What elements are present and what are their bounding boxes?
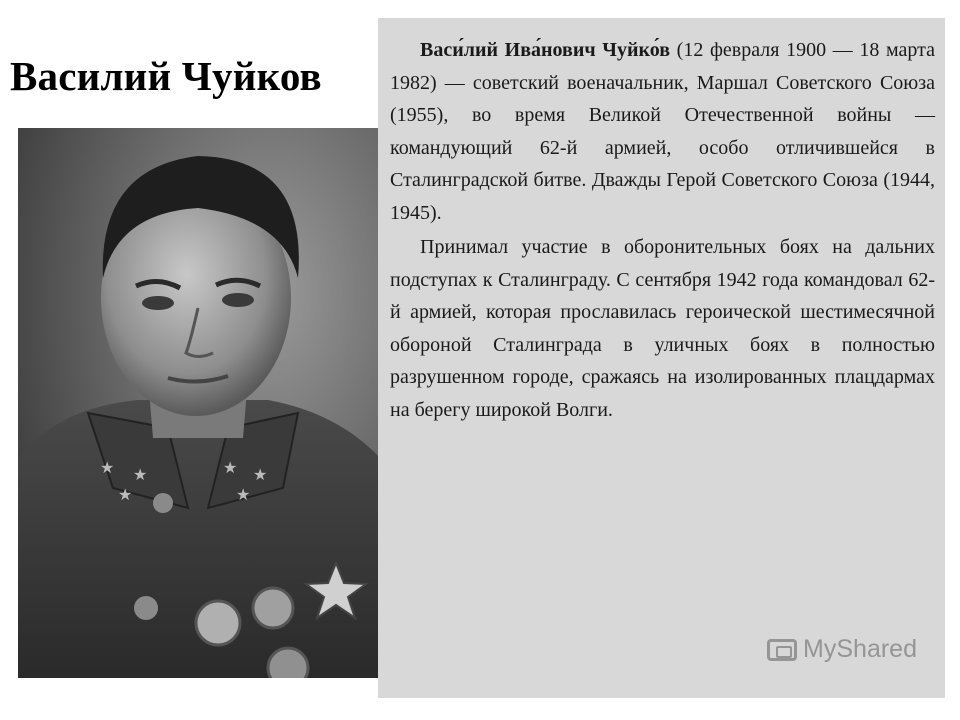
svg-text:★: ★ <box>236 485 251 504</box>
svg-text:★: ★ <box>118 485 133 504</box>
myshared-watermark <box>767 635 917 664</box>
svg-text:★: ★ <box>133 465 148 484</box>
svg-text:★: ★ <box>223 458 238 477</box>
bio-paragraph-1-text: (12 февраля 1900 — 18 марта 1982) — советский военачальник, Маршал Советского Союза (1955), во время Великой Отечественной войны — командующий 62-й армией, особо отличившейся в Сталинградской битве. Дважды Герой Советского Союза (1944, 1945). <box>390 39 935 224</box>
svg-text:★: ★ <box>100 458 115 477</box>
myshared-logo-icon <box>767 639 797 661</box>
biography-panel <box>378 18 945 698</box>
portrait-photo <box>18 128 380 678</box>
svg-text:★: ★ <box>253 465 268 484</box>
bio-name: Васи́лий Ива́нович Чуйко́в <box>420 39 671 61</box>
slide-title: Василий Чуйков <box>10 53 322 99</box>
watermark-text: MyShared <box>803 635 917 663</box>
biography-paragraph-2: Принимал участие в оборонительных боях на дальних подступах к Сталинграду. С сентября 1942 года командовал 62-й армией, которая прославилась героической шестимесячной обороной Сталинграда в уличных боях в полностью разрушенном городе, сражаясь на изолированных плацдармах на берегу широкой Волги. <box>390 236 935 421</box>
biography-paragraph-1 <box>390 34 935 229</box>
